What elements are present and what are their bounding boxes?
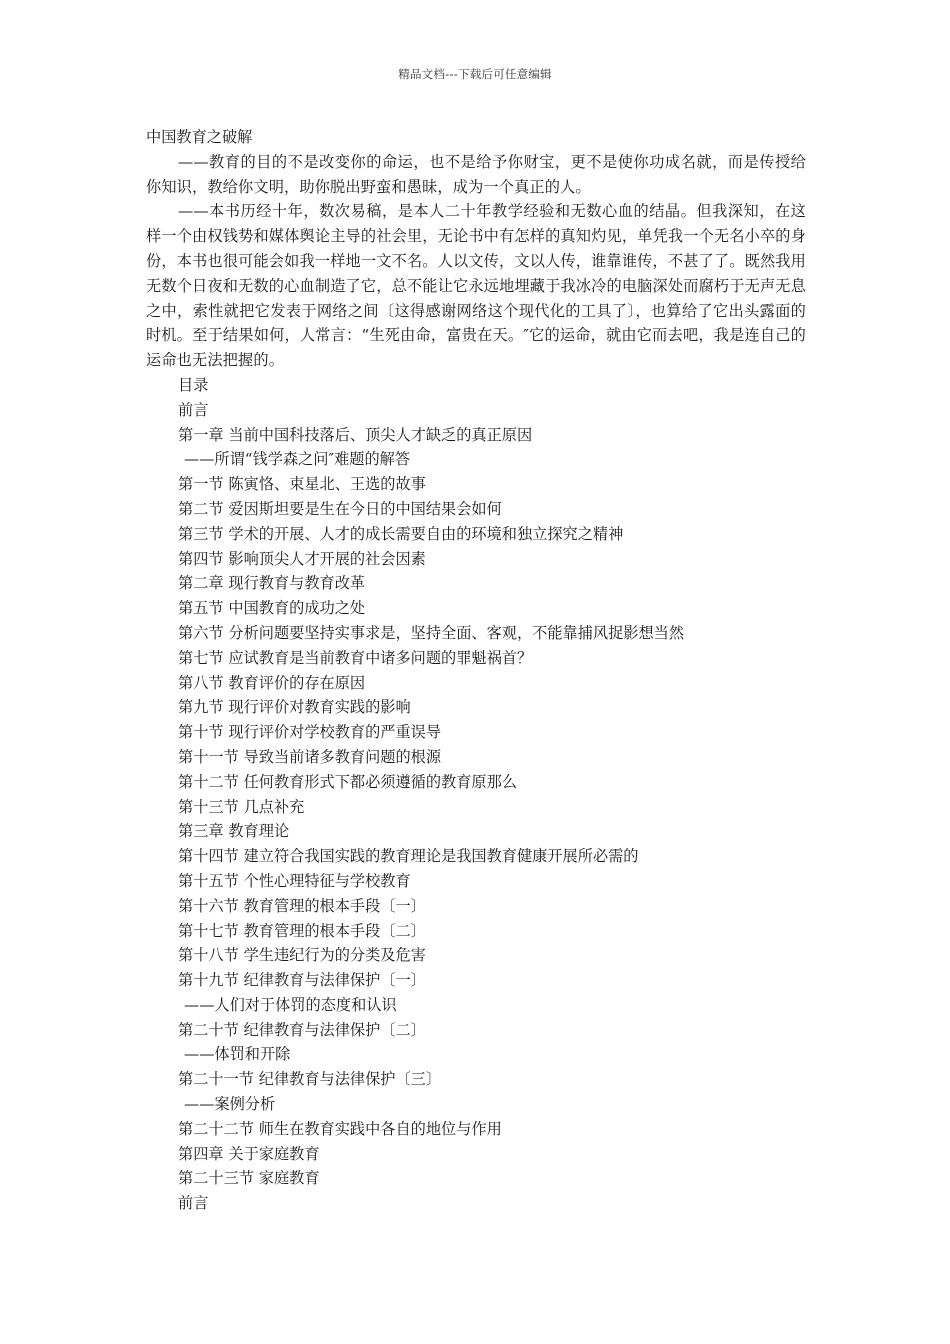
toc-entry: 第十七节 教育管理的根本手段〔二〕 <box>178 921 426 940</box>
toc-entry: 目录 <box>178 375 209 394</box>
toc-entry: 第九节 现行评价对教育实践的影响 <box>178 698 411 717</box>
toc-entry: 第十二节 任何教育形式下都必须遵循的教育原那么 <box>178 772 517 791</box>
toc-entry: 第十六节 教育管理的根本手段〔一〕 <box>178 896 426 915</box>
toc-entry: 第七节 应试教育是当前教育中诸多问题的罪魁祸首？ <box>178 648 533 667</box>
toc-entry: 第十三节 几点补充 <box>178 797 305 816</box>
epigraph-paragraph: ——教育的目的不是改变你的命运，也不是给予你财宝，更不是使你功成名就，而是传授给你知识，教给你文明，助你脱出野蛮和愚昧，成为一个真正的人。 <box>146 152 806 196</box>
author-note-paragraph: ——本书历经十年，数次易稿，是本人二十年教学经验和无数心血的结晶。但我深知，在这样一个由权钱势和媒体舆论主导的社会里，无论书中有怎样的真知灼见，单凭我一个无名小卒的身份，本书也很可能会如我一样地一文不名。人以文传，文以人传，谁靠谁传，不甚了了。既然我用无数个日夜和无数的心血制造了它，总不能让它永远地埋藏于我冰冷的电脑深处而腐朽于无声无息之中，索性就把它发表于网络之间〔这得感谢网络这个现代化的工具了〕，也算给了它出头露面的时机。至于结果如何，人常言：“生死由命，富贵在天。″它的运命，就由它而去吧，我是连自己的运命也无法把握的。 <box>146 202 806 370</box>
toc-entry: 第六节 分析问题要坚持实事求是，坚持全面、客观，不能靠捕风捉影想当然 <box>178 623 685 642</box>
toc-entry: 第二十二节 师生在教育实践中各自的地位与作用 <box>178 1119 502 1138</box>
toc-entry: 第一章 当前中国科技落后、顶尖人才缺乏的真正原因 <box>178 425 533 444</box>
toc-entry: 第八节 教育评价的存在原因 <box>178 673 366 692</box>
toc-entry: 第十节 现行评价对学校教育的严重误导 <box>178 723 442 742</box>
toc-entry: 前言 <box>178 400 209 419</box>
toc-entry: 第三章 教育理论 <box>178 822 290 841</box>
toc-entry: 第十五节 个性心理特征与学校教育 <box>178 871 411 890</box>
document-body <box>146 125 806 1216</box>
toc-entry: 第二节 爱因斯坦要是生在今日的中国结果会如何 <box>178 499 502 518</box>
toc-entry: 第十一节 导致当前诸多教育问题的根源 <box>178 747 442 766</box>
toc-entry: 第五节 中国教育的成功之处 <box>178 599 366 618</box>
toc-entry: 第二十三节 家庭教育 <box>178 1169 320 1188</box>
toc-entry: 第四章 关于家庭教育 <box>178 1144 320 1163</box>
table-of-contents <box>146 373 806 1216</box>
toc-subtitle: ——案例分析 <box>184 1095 276 1114</box>
toc-subtitle: ——体罚和开除 <box>184 1045 291 1064</box>
toc-entry: 第十八节 学生违纪行为的分类及危害 <box>178 946 426 965</box>
toc-entry: 第三节 学术的开展、人才的成长需要自由的环境和独立探究之精神 <box>178 524 624 543</box>
page-header: 精品文档---下载后可任意编辑 <box>398 67 552 81</box>
document-title: 中国教育之破解 <box>146 128 253 146</box>
toc-entry: 第二十节 纪律教育与法律保护〔二〕 <box>178 1020 426 1039</box>
toc-subtitle: ——所谓“钱学森之问″难题的解答 <box>184 450 411 469</box>
toc-entry: 第二十一节 纪律教育与法律保护〔三〕 <box>178 1070 442 1089</box>
toc-entry: 第十四节 建立符合我国实践的教育理论是我国教育健康开展所必需的 <box>178 847 639 866</box>
toc-entry: 第四节 影响顶尖人才开展的社会因素 <box>178 549 426 568</box>
toc-entry: 前言 <box>178 1194 209 1213</box>
toc-entry: 第二章 现行教育与教育改革 <box>178 574 366 593</box>
toc-entry: 第一节 陈寅恪、束星北、王选的故事 <box>178 475 426 494</box>
toc-subtitle: ——人们对于体罚的态度和认识 <box>184 995 397 1014</box>
toc-entry: 第十九节 纪律教育与法律保护〔一〕 <box>178 971 426 990</box>
